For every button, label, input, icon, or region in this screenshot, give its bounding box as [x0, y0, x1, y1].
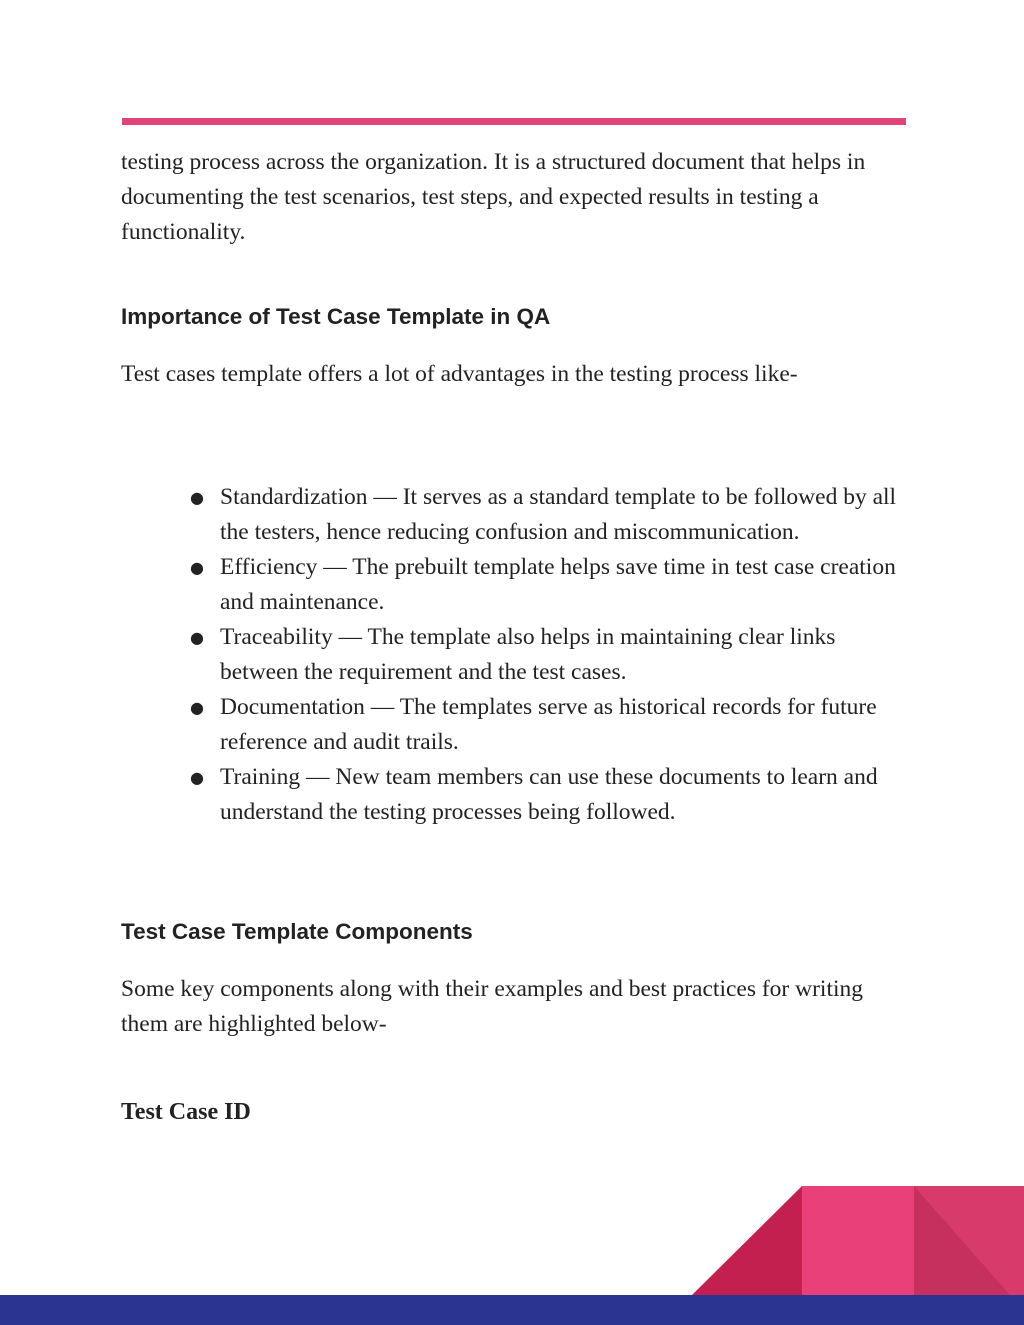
- bullet-icon: ●: [190, 558, 204, 577]
- list-item-text: Documentation — The templates serve as historical records for future reference and audit trails.: [220, 694, 877, 755]
- components-paragraph: Some key components along with their examples and best practices for writing them are highlighted below-: [121, 976, 864, 1037]
- bullet-icon: ●: [190, 488, 204, 507]
- list-item-text: Training — New team members can use these documents to learn and understand the testing processes being followed.: [220, 764, 878, 825]
- intro-paragraph: testing process across the organization. It is a structured document that helps in documenting the test scenarios, test steps, and expected results in testing a functionality.: [121, 149, 866, 245]
- bullet-icon: ●: [190, 768, 204, 787]
- bullet-icon: ●: [190, 698, 204, 717]
- test-case-id-heading: Test Case ID: [121, 1099, 251, 1125]
- footer-triangle-shape: [692, 1186, 802, 1295]
- footer-square-shape: [802, 1186, 914, 1295]
- footer-bar: [0, 1295, 1024, 1325]
- bullet-icon: ●: [190, 628, 204, 647]
- list-item-text: Efficiency — The prebuilt template helps save time in test case creation and maintenance.: [220, 554, 896, 615]
- importance-paragraph: Test cases template offers a lot of advantages in the testing process like-: [121, 361, 798, 387]
- list-item-text: Traceability — The template also helps in maintaining clear links between the requirement and the test cases.: [220, 624, 836, 685]
- components-heading: Test Case Template Components: [121, 919, 473, 944]
- list-item-text: Standardization — It serves as a standard template to be followed by all the testers, hence reducing confusion and miscommunication.: [220, 484, 897, 545]
- importance-heading: Importance of Test Case Template in QA: [121, 304, 551, 329]
